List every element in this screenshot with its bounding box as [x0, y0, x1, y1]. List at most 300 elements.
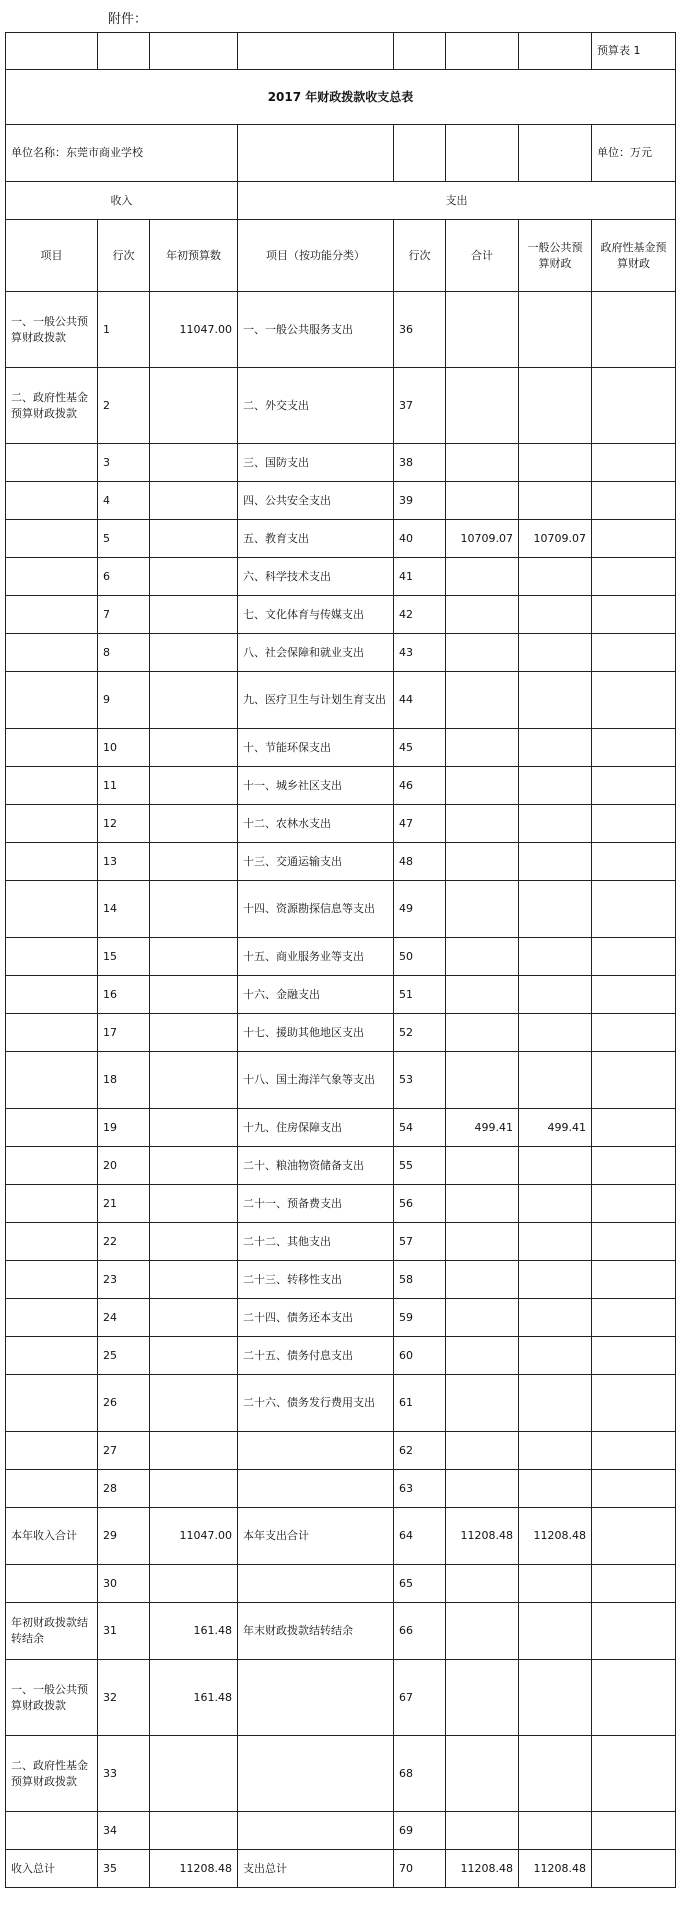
- expense-general-cell: [519, 1603, 592, 1660]
- expense-item-cell: 六、科学技术支出: [238, 558, 394, 596]
- income-amount-cell: [150, 558, 238, 596]
- expense-general-cell: [519, 1052, 592, 1109]
- expense-row-no-cell: 70: [394, 1850, 446, 1888]
- expense-row-no-cell: 41: [394, 558, 446, 596]
- income-row-no-cell: 9: [98, 672, 150, 729]
- income-item-cell: [6, 520, 98, 558]
- table-row: [6, 976, 676, 1014]
- income-amount-cell: [150, 1052, 238, 1109]
- expense-row-no-cell: 52: [394, 1014, 446, 1052]
- expense-row-no-cell: 60: [394, 1337, 446, 1375]
- income-item-cell: [6, 444, 98, 482]
- expense-general-cell: [519, 1185, 592, 1223]
- expense-general-cell: [519, 843, 592, 881]
- table-row: [6, 1147, 676, 1185]
- expense-total-cell: [446, 1565, 519, 1603]
- expense-row-no-cell: 50: [394, 938, 446, 976]
- table-row: [6, 938, 676, 976]
- unit-row: [6, 125, 676, 182]
- table-row: [6, 482, 676, 520]
- expense-row-no-cell: 49: [394, 881, 446, 938]
- expense-fund-cell: [592, 520, 676, 558]
- income-item-cell: 收入总计: [6, 1850, 98, 1888]
- expense-fund-cell: [592, 938, 676, 976]
- income-row-no-cell: 23: [98, 1261, 150, 1299]
- col-item: 项目: [6, 220, 98, 292]
- expense-fund-cell: [592, 558, 676, 596]
- expense-total-cell: [446, 1147, 519, 1185]
- expense-fund-cell: [592, 1565, 676, 1603]
- expense-item-cell: 十九、住房保障支出: [238, 1109, 394, 1147]
- income-item-cell: [6, 558, 98, 596]
- expense-item-cell: 十六、金融支出: [238, 976, 394, 1014]
- income-item-cell: 一、一般公共预算财政拨款: [6, 1660, 98, 1736]
- expense-total-cell: 11208.48: [446, 1508, 519, 1565]
- expense-fund-cell: [592, 1223, 676, 1261]
- expense-fund-cell: [592, 1375, 676, 1432]
- income-amount-cell: [150, 1337, 238, 1375]
- expense-general-cell: [519, 767, 592, 805]
- income-amount-cell: [150, 1736, 238, 1812]
- expense-item-cell: [238, 1470, 394, 1508]
- income-row-no-cell: 24: [98, 1299, 150, 1337]
- table-row: [6, 805, 676, 843]
- expense-row-no-cell: 36: [394, 292, 446, 368]
- expense-fund-cell: [592, 881, 676, 938]
- income-row-no-cell: 27: [98, 1432, 150, 1470]
- expense-row-no-cell: 69: [394, 1812, 446, 1850]
- income-amount-cell: [150, 767, 238, 805]
- expense-item-cell: 十四、资源勘探信息等支出: [238, 881, 394, 938]
- expense-general-cell: [519, 368, 592, 444]
- income-amount-cell: 161.48: [150, 1660, 238, 1736]
- table-row: [6, 1736, 676, 1812]
- income-item-cell: [6, 843, 98, 881]
- expense-general-cell: 499.41: [519, 1109, 592, 1147]
- income-item-cell: [6, 1812, 98, 1850]
- income-row-no-cell: 11: [98, 767, 150, 805]
- income-amount-cell: [150, 1147, 238, 1185]
- expense-total-cell: [446, 1603, 519, 1660]
- expense-general-cell: [519, 558, 592, 596]
- table-row: [6, 1185, 676, 1223]
- expense-total-cell: 11208.48: [446, 1850, 519, 1888]
- income-item-cell: [6, 1109, 98, 1147]
- income-row-no-cell: 25: [98, 1337, 150, 1375]
- expense-total-cell: [446, 976, 519, 1014]
- income-amount-cell: [150, 596, 238, 634]
- expense-item-cell: 支出总计: [238, 1850, 394, 1888]
- expense-fund-cell: [592, 767, 676, 805]
- expense-total-cell: 10709.07: [446, 520, 519, 558]
- expense-general-cell: [519, 805, 592, 843]
- unit-label: 单位：万元: [592, 125, 676, 182]
- expense-row-no-cell: 62: [394, 1432, 446, 1470]
- income-row-no-cell: 31: [98, 1603, 150, 1660]
- income-item-cell: [6, 1337, 98, 1375]
- expense-fund-cell: [592, 1850, 676, 1888]
- expense-fund-cell: [592, 843, 676, 881]
- income-item-cell: [6, 1432, 98, 1470]
- income-item-cell: 二、政府性基金预算财政拨款: [6, 1736, 98, 1812]
- income-item-cell: [6, 729, 98, 767]
- expense-total-cell: [446, 1660, 519, 1736]
- table-row: [6, 1432, 676, 1470]
- expense-total-cell: [446, 1014, 519, 1052]
- table-row: [6, 634, 676, 672]
- expense-item-cell: 二十五、债务付息支出: [238, 1337, 394, 1375]
- table-id: 预算表 1: [592, 33, 676, 70]
- income-item-cell: 年初财政拨款结转结余: [6, 1603, 98, 1660]
- expense-row-no-cell: 53: [394, 1052, 446, 1109]
- expense-fund-cell: [592, 292, 676, 368]
- income-row-no-cell: 32: [98, 1660, 150, 1736]
- table-row: [6, 1109, 676, 1147]
- income-amount-cell: [150, 1014, 238, 1052]
- section-expense: 支出: [238, 182, 676, 220]
- expense-row-no-cell: 56: [394, 1185, 446, 1223]
- income-amount-cell: 11047.00: [150, 1508, 238, 1565]
- expense-general-cell: [519, 1565, 592, 1603]
- expense-general-cell: [519, 482, 592, 520]
- income-row-no-cell: 20: [98, 1147, 150, 1185]
- expense-total-cell: [446, 1337, 519, 1375]
- income-item-cell: [6, 672, 98, 729]
- expense-total-cell: [446, 444, 519, 482]
- income-amount-cell: [150, 976, 238, 1014]
- table-row: [6, 444, 676, 482]
- income-row-no-cell: 28: [98, 1470, 150, 1508]
- expense-row-no-cell: 54: [394, 1109, 446, 1147]
- expense-total-cell: 499.41: [446, 1109, 519, 1147]
- income-item-cell: [6, 805, 98, 843]
- income-row-no-cell: 17: [98, 1014, 150, 1052]
- expense-total-cell: [446, 843, 519, 881]
- table-row: [6, 1261, 676, 1299]
- expense-item-cell: 二十六、债务发行费用支出: [238, 1375, 394, 1432]
- expense-row-no-cell: 66: [394, 1603, 446, 1660]
- col-fund: 政府性基金预算财政: [592, 220, 676, 292]
- table-row: [6, 1603, 676, 1660]
- income-item-cell: [6, 1565, 98, 1603]
- expense-item-cell: 十八、国土海洋气象等支出: [238, 1052, 394, 1109]
- expense-general-cell: [519, 672, 592, 729]
- income-row-no-cell: 8: [98, 634, 150, 672]
- expense-row-no-cell: 55: [394, 1147, 446, 1185]
- income-row-no-cell: 19: [98, 1109, 150, 1147]
- income-item-cell: 本年收入合计: [6, 1508, 98, 1565]
- expense-fund-cell: [592, 672, 676, 729]
- expense-row-no-cell: 38: [394, 444, 446, 482]
- attachment-label: 附件：: [108, 12, 148, 27]
- col-row-no: 行次: [98, 220, 150, 292]
- income-row-no-cell: 2: [98, 368, 150, 444]
- expense-general-cell: [519, 634, 592, 672]
- expense-row-no-cell: 44: [394, 672, 446, 729]
- income-item-cell: [6, 1299, 98, 1337]
- expense-general-cell: [519, 1261, 592, 1299]
- income-amount-cell: [150, 634, 238, 672]
- income-item-cell: [6, 881, 98, 938]
- income-row-no-cell: 22: [98, 1223, 150, 1261]
- income-amount-cell: [150, 520, 238, 558]
- expense-row-no-cell: 59: [394, 1299, 446, 1337]
- expense-general-cell: [519, 1223, 592, 1261]
- expense-fund-cell: [592, 1812, 676, 1850]
- table-row: [6, 368, 676, 444]
- expense-item-cell: 十二、农林水支出: [238, 805, 394, 843]
- expense-general-cell: [519, 729, 592, 767]
- income-row-no-cell: 7: [98, 596, 150, 634]
- expense-item-cell: [238, 1432, 394, 1470]
- expense-fund-cell: [592, 1185, 676, 1223]
- expense-fund-cell: [592, 729, 676, 767]
- expense-row-no-cell: 67: [394, 1660, 446, 1736]
- col-general: 一般公共预算财政: [519, 220, 592, 292]
- income-amount-cell: 161.48: [150, 1603, 238, 1660]
- table-row: [6, 767, 676, 805]
- table-row: [6, 1014, 676, 1052]
- expense-general-cell: [519, 1812, 592, 1850]
- table-row: [6, 520, 676, 558]
- expense-row-no-cell: 61: [394, 1375, 446, 1432]
- col-exp-item: 项目（按功能分类）: [238, 220, 394, 292]
- col-budget: 年初预算数: [150, 220, 238, 292]
- expense-fund-cell: [592, 1052, 676, 1109]
- income-item-cell: [6, 1052, 98, 1109]
- table-row: [6, 1508, 676, 1565]
- table-row: [6, 729, 676, 767]
- expense-total-cell: [446, 1812, 519, 1850]
- expense-total-cell: [446, 938, 519, 976]
- expense-item-cell: [238, 1812, 394, 1850]
- expense-row-no-cell: 43: [394, 634, 446, 672]
- income-item-cell: [6, 1014, 98, 1052]
- expense-fund-cell: [592, 1109, 676, 1147]
- expense-row-no-cell: 63: [394, 1470, 446, 1508]
- income-item-cell: [6, 1223, 98, 1261]
- expense-fund-cell: [592, 1147, 676, 1185]
- income-item-cell: 二、政府性基金预算财政拨款: [6, 368, 98, 444]
- expense-fund-cell: [592, 1261, 676, 1299]
- income-item-cell: [6, 1261, 98, 1299]
- expense-total-cell: [446, 1736, 519, 1812]
- income-row-no-cell: 4: [98, 482, 150, 520]
- expense-total-cell: [446, 368, 519, 444]
- expense-general-cell: [519, 976, 592, 1014]
- table-row: [6, 672, 676, 729]
- expense-general-cell: [519, 1432, 592, 1470]
- income-item-cell: [6, 1185, 98, 1223]
- expense-general-cell: [519, 596, 592, 634]
- expense-general-cell: 11208.48: [519, 1508, 592, 1565]
- expense-item-cell: [238, 1736, 394, 1812]
- expense-general-cell: [519, 1147, 592, 1185]
- income-item-cell: [6, 482, 98, 520]
- table-row: [6, 1565, 676, 1603]
- expense-fund-cell: [592, 482, 676, 520]
- income-row-no-cell: 33: [98, 1736, 150, 1812]
- expense-row-no-cell: 42: [394, 596, 446, 634]
- expense-item-cell: 本年支出合计: [238, 1508, 394, 1565]
- income-amount-cell: [150, 843, 238, 881]
- expense-row-no-cell: 39: [394, 482, 446, 520]
- income-item-cell: [6, 596, 98, 634]
- income-amount-cell: [150, 729, 238, 767]
- table-row: [6, 843, 676, 881]
- expense-item-cell: 十五、商业服务业等支出: [238, 938, 394, 976]
- expense-item-cell: 二十二、其他支出: [238, 1223, 394, 1261]
- income-item-cell: [6, 1470, 98, 1508]
- expense-fund-cell: [592, 444, 676, 482]
- income-amount-cell: [150, 881, 238, 938]
- income-row-no-cell: 3: [98, 444, 150, 482]
- income-item-cell: [6, 1147, 98, 1185]
- expense-general-cell: [519, 1736, 592, 1812]
- expense-total-cell: [446, 1223, 519, 1261]
- expense-row-no-cell: 45: [394, 729, 446, 767]
- expense-row-no-cell: 51: [394, 976, 446, 1014]
- expense-item-cell: 十一、城乡社区支出: [238, 767, 394, 805]
- income-item-cell: [6, 1375, 98, 1432]
- expense-item-cell: 八、社会保障和就业支出: [238, 634, 394, 672]
- expense-total-cell: [446, 558, 519, 596]
- expense-general-cell: [519, 1660, 592, 1736]
- table-title: 2017 年财政拨款收支总表: [6, 70, 676, 125]
- income-amount-cell: [150, 672, 238, 729]
- section-income: 收入: [6, 182, 238, 220]
- income-amount-cell: 11208.48: [150, 1850, 238, 1888]
- expense-row-no-cell: 47: [394, 805, 446, 843]
- income-row-no-cell: 18: [98, 1052, 150, 1109]
- expense-item-cell: [238, 1565, 394, 1603]
- table-row: [6, 1470, 676, 1508]
- income-item-cell: [6, 938, 98, 976]
- income-row-no-cell: 34: [98, 1812, 150, 1850]
- expense-general-cell: [519, 1014, 592, 1052]
- expense-fund-cell: [592, 1299, 676, 1337]
- expense-total-cell: [446, 292, 519, 368]
- income-row-no-cell: 14: [98, 881, 150, 938]
- income-row-no-cell: 5: [98, 520, 150, 558]
- expense-fund-cell: [592, 634, 676, 672]
- expense-total-cell: [446, 596, 519, 634]
- income-amount-cell: [150, 368, 238, 444]
- expense-row-no-cell: 68: [394, 1736, 446, 1812]
- expense-total-cell: [446, 1185, 519, 1223]
- expense-row-no-cell: 37: [394, 368, 446, 444]
- expense-fund-cell: [592, 1470, 676, 1508]
- table-row: [6, 1660, 676, 1736]
- expense-fund-cell: [592, 1014, 676, 1052]
- expense-item-cell: 二十三、转移性支出: [238, 1261, 394, 1299]
- expense-item-cell: 一、一般公共服务支出: [238, 292, 394, 368]
- table-row: [6, 881, 676, 938]
- expense-item-cell: 二十一、预备费支出: [238, 1185, 394, 1223]
- expense-fund-cell: [592, 1736, 676, 1812]
- expense-total-cell: [446, 881, 519, 938]
- income-amount-cell: [150, 1109, 238, 1147]
- unit-name: 单位名称：东莞市商业学校: [6, 125, 238, 182]
- column-header-row: [6, 220, 676, 292]
- income-row-no-cell: 15: [98, 938, 150, 976]
- expense-fund-cell: [592, 976, 676, 1014]
- expense-general-cell: [519, 881, 592, 938]
- expense-item-cell: 年末财政拨款结转结余: [238, 1603, 394, 1660]
- expense-fund-cell: [592, 1660, 676, 1736]
- expense-item-cell: [238, 1660, 394, 1736]
- expense-row-no-cell: 64: [394, 1508, 446, 1565]
- income-item-cell: [6, 767, 98, 805]
- expense-row-no-cell: 57: [394, 1223, 446, 1261]
- expense-item-cell: 二、外交支出: [238, 368, 394, 444]
- expense-item-cell: 十三、交通运输支出: [238, 843, 394, 881]
- expense-item-cell: 九、医疗卫生与计划生育支出: [238, 672, 394, 729]
- income-row-no-cell: 30: [98, 1565, 150, 1603]
- budget-table: [5, 32, 676, 1888]
- expense-row-no-cell: 65: [394, 1565, 446, 1603]
- table-row: [6, 1812, 676, 1850]
- expense-fund-cell: [592, 1508, 676, 1565]
- expense-total-cell: [446, 482, 519, 520]
- income-row-no-cell: 21: [98, 1185, 150, 1223]
- table-row: [6, 1299, 676, 1337]
- table-row: [6, 1375, 676, 1432]
- table-row: [6, 1223, 676, 1261]
- expense-general-cell: [519, 444, 592, 482]
- expense-total-cell: [446, 1299, 519, 1337]
- income-row-no-cell: 26: [98, 1375, 150, 1432]
- income-row-no-cell: 6: [98, 558, 150, 596]
- income-amount-cell: [150, 1470, 238, 1508]
- expense-general-cell: 11208.48: [519, 1850, 592, 1888]
- expense-row-no-cell: 48: [394, 843, 446, 881]
- expense-total-cell: [446, 1470, 519, 1508]
- income-amount-cell: [150, 1261, 238, 1299]
- expense-general-cell: [519, 1299, 592, 1337]
- income-amount-cell: [150, 1565, 238, 1603]
- income-amount-cell: [150, 805, 238, 843]
- expense-general-cell: [519, 938, 592, 976]
- expense-item-cell: 四、公共安全支出: [238, 482, 394, 520]
- expense-row-no-cell: 58: [394, 1261, 446, 1299]
- table-row: [6, 1850, 676, 1888]
- income-row-no-cell: 12: [98, 805, 150, 843]
- income-amount-cell: [150, 1812, 238, 1850]
- expense-item-cell: 二十四、债务还本支出: [238, 1299, 394, 1337]
- expense-fund-cell: [592, 596, 676, 634]
- table-row: [6, 1337, 676, 1375]
- expense-total-cell: [446, 729, 519, 767]
- expense-item-cell: 五、教育支出: [238, 520, 394, 558]
- income-item-cell: [6, 634, 98, 672]
- expense-total-cell: [446, 805, 519, 843]
- income-amount-cell: [150, 444, 238, 482]
- expense-total-cell: [446, 767, 519, 805]
- expense-row-no-cell: 40: [394, 520, 446, 558]
- income-amount-cell: [150, 1299, 238, 1337]
- expense-total-cell: [446, 634, 519, 672]
- expense-fund-cell: [592, 1337, 676, 1375]
- income-item-cell: 一、一般公共预算财政拨款: [6, 292, 98, 368]
- expense-item-cell: 十、节能环保支出: [238, 729, 394, 767]
- expense-fund-cell: [592, 368, 676, 444]
- expense-total-cell: [446, 1432, 519, 1470]
- expense-general-cell: [519, 1470, 592, 1508]
- expense-fund-cell: [592, 1432, 676, 1470]
- table-row: [6, 292, 676, 368]
- col-total: 合计: [446, 220, 519, 292]
